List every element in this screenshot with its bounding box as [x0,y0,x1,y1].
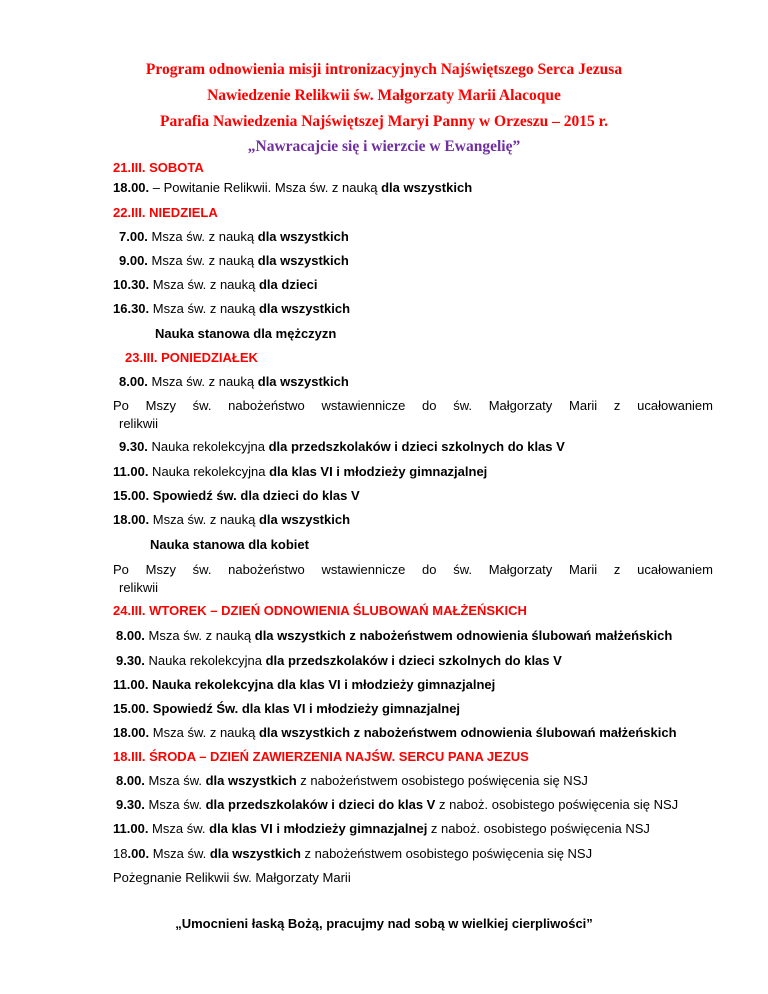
entry-text: Msza św. z nauką [149,277,259,292]
entry-time: 10.30. [113,277,150,292]
day-title-tuesday: 24.III. WTOREK – DZIEŃ ODNOWIENIA ŚLUBOWAŃ MAŁŻEŃSKICH [113,603,527,618]
entry-time: 18.00. [113,180,150,195]
entry-text: Msza św. z nauką [149,512,259,527]
schedule-entry [116,628,672,643]
entry-text: Msza św. [149,846,210,861]
entry-time: 9.30. [116,797,145,812]
entry-text: Spowiedź Św. dla klas VI i młodzieży gimnazjalnej [149,701,461,716]
entry-text: Nauka rekolekcyjna [148,464,270,479]
footer-quote: „Umocnieni łaską Bożą, pracujmy nad sobą w wielkiej cierpliwości” [175,916,593,931]
entry-text: Msza św. z nauką [149,725,259,740]
schedule-entry [113,846,592,861]
entry-audience: dla wszystkich [257,229,349,244]
entry-audience: dla wszystkich [209,846,301,861]
schedule-entry [113,464,487,479]
entry-time: 11.00. [113,464,149,479]
entry-text: Msza św. [148,821,210,836]
entry-audience: dla klas VI i młodzieży gimnazjalnej [209,821,428,836]
entry-time: 9.30. [119,439,148,454]
schedule-entry [113,701,460,716]
entry-text: Nauka rekolekcyjna dla klas VI i młodzieży gimnazjalnej [148,677,496,692]
header-line-2: Nawiedzenie Relikwii św. Małgorzaty Marii Alacoque [207,87,561,104]
schedule-entry [113,301,350,316]
schedule-entry [113,488,360,503]
entry-text: Spowiedź św. dla dzieci do klas V [149,488,360,503]
entry-text: Nauka rekolekcyjna [144,653,266,668]
entry-audience: dla przedszkolaków i dzieci szkolnych do klas V [268,439,565,454]
entry-time: 11.00. [113,821,149,836]
schedule-entry [116,773,588,788]
entry-text: Msza św. z nauką [147,374,258,389]
entry-audience: dla wszystkich [205,773,297,788]
entry-time: 8.00. [119,374,148,389]
entry-time: 18.00. [113,512,150,527]
entry-time: 7.00. [119,229,148,244]
entry-text: Nauka rekolekcyjna [147,439,269,454]
entry-audience: dla wszystkich z nabożeństwem odnowienia ślubowań małżeńskich [258,725,677,740]
entry-text: Msza św. [144,797,206,812]
entry-time: 18.00. [113,725,150,740]
entry-tail: z nabożeństwem osobistego poświęcenia się NSJ [300,846,593,861]
special-note: Nauka stanowa dla kobiet [150,537,309,552]
schedule-entry [113,725,677,740]
header-line-1: Program odnowienia misji intronizacyjnych Najświętszego Serca Jezusa [145,61,623,78]
schedule-entry [116,797,678,812]
entry-text: Msza św. z nauką [144,628,255,643]
entry-audience: dla wszystkich [257,374,349,389]
schedule-entry [113,677,495,692]
schedule-entry [113,277,318,292]
schedule-entry [119,374,349,389]
entry-tail: z nabożeństwem osobistego poświęcenia się NSJ [296,773,588,788]
entry-audience: dla wszystkich z nabożeństwem odnowienia ślubowań małżeńskich [254,628,673,643]
entry-time: 16.30. [113,301,150,316]
entry-time-part: 18 [113,846,128,861]
entry-time: 9.30. [116,653,145,668]
entry-audience: dla wszystkich [258,301,351,316]
farewell-note: Pożegnanie Relikwii św. Małgorzaty Marii [113,870,351,885]
entry-time: 15.00. [113,488,150,503]
entry-tail: z naboż. osobistego poświęcenia NSJ [427,821,650,836]
entry-audience: dla przedszkolaków i dzieci do klas V [205,797,436,812]
schedule-entry [113,180,472,195]
schedule-entry [113,512,350,527]
entry-time: 8.00. [116,628,145,643]
entry-audience: dla wszystkich [381,180,473,195]
entry-audience: dla przedszkolaków i dzieci szkolnych do klas V [265,653,562,668]
header-motto: „Nawracajcie się i wierzcie w Ewangelię” [247,138,521,155]
after-mass-note: Po Mszy św. nabożeństwo wstawiennicze do św. Małgorzaty Marii z ucałowaniem [113,562,713,577]
schedule-entry [119,439,565,454]
entry-text: Msza św. z nauką [147,229,258,244]
entry-time: 9.00. [119,253,148,268]
special-note: Nauka stanowa dla mężczyzn [155,326,337,341]
entry-time: 8.00. [116,773,145,788]
entry-text: Msza św. z nauką [147,253,258,268]
day-title-saturday: 21.III. SOBOTA [113,160,204,175]
entry-time: .00. [127,846,150,861]
schedule-entry [113,821,650,836]
after-mass-note: Po Mszy św. nabożeństwo wstawiennicze do św. Małgorzaty Marii z ucałowaniem [113,398,713,413]
schedule-entry [116,653,562,668]
entry-audience: dla dzieci [258,277,318,292]
entry-audience: dla klas VI i młodzieży gimnazjalnej [269,464,488,479]
entry-text: Msza św. [144,773,206,788]
day-title-monday: 23.III. PONIEDZIAŁEK [125,350,258,365]
schedule-entry [119,229,349,244]
after-mass-note-continued: relikwii [119,416,158,431]
schedule-entry [119,253,349,268]
entry-tail: z naboż. osobistego poświęcenia się NSJ [435,797,679,812]
entry-time: 15.00. [113,701,150,716]
header-line-3: Parafia Nawiedzenia Najświętszej Maryi Panny w Orzeszu – 2015 r. [160,113,608,130]
after-mass-note-continued: relikwii [119,580,158,595]
entry-audience: dla wszystkich [257,253,349,268]
day-title-sunday: 22.III. NIEDZIELA [113,205,218,220]
entry-text: Msza św. z nauką [149,301,259,316]
entry-text: – Powitanie Relikwii. Msza św. z nauką [149,180,382,195]
entry-time: 11.00. [113,677,149,692]
day-title-wednesday: 18.III. ŚRODA – DZIEŃ ZAWIERZENIA NAJŚW. SERCU PANA JEZUS [113,749,529,764]
entry-audience: dla wszystkich [258,512,351,527]
